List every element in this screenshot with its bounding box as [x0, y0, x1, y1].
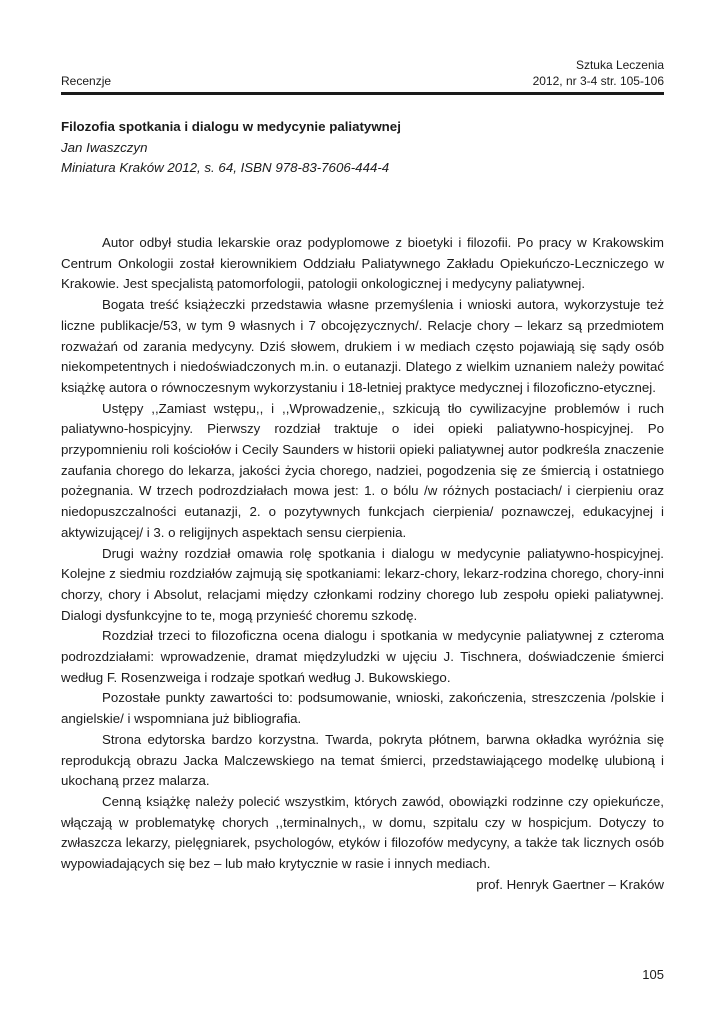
- header-divider: [61, 92, 664, 95]
- book-author: Jan Iwaszczyn: [61, 139, 148, 155]
- paragraph: Autor odbył studia lekarskie oraz podyplomowe z bioetyki i filozofii. Po pracy w Krakowskim Centrum Onkologii został kierownikiem Oddziału Paliatywnego Zakładu Opiekuńczo-Leczniczego w Krakowie. Jest specjalistą patomorfologii, patologii onkologicznej i medycyny paliatywnej.: [61, 235, 664, 292]
- paragraph: Pozostałe punkty zawartości to: podsumowanie, wnioski, zakończenia, streszczenia /polskie i angielskie/ i wspomniana już bibliografia.: [61, 690, 664, 727]
- paragraph: Strona edytorska bardzo korzystna. Twarda, pokryta płótnem, barwna okładka wyróżnia się reprodukcją obrazu Jacka Malczewskiego na temat śmierci, przedstawiającego modelkę ulubioną i ukochaną przez malarza.: [61, 731, 664, 789]
- paragraph: Cenną książkę należy polecić wszystkim, których zawód, obowiązki rodzinne czy opiekuńcze, włączają w problematykę chorych ,,terminalnych,, w domu, szpitalu czy w hospicjum. Dotyczy to zwłaszcza lekarzy, pielęgniarek, psychologów, etyków i filozofów medycyny, a także tak licznych osób wypowiadających się bez – lub mało krytycznie w rasie i innych mediach.: [61, 793, 664, 872]
- paragraph: Rozdział trzeci to filozoficzna ocena dialogu i spotkania w medycynie paliatywnej z czteroma podrozdziałami: wprowadzenie, dramat międzyludzki w ujęciu J. Tischnera, doświadczenie śmierci według F. Rosenzweiga i rodzaje spotkań według J. Bukowskiego.: [61, 628, 664, 685]
- review-body: [61, 233, 664, 896]
- review-signature: prof. Henryk Gaertner – Kraków: [476, 876, 664, 892]
- journal-info: [533, 57, 664, 89]
- journal-issue: 2012, nr 3-4 str. 105-106: [532, 74, 664, 88]
- section-label: Recenzje: [61, 74, 112, 88]
- book-title: Filozofia spotkania i dialogu w medycynie paliatywnej: [61, 119, 401, 134]
- page-number: 105: [642, 967, 664, 982]
- book-reference: [61, 117, 401, 179]
- paragraph: Ustępy ,,Zamiast wstępu,, i ,,Wprowadzenie,, szkicują tło cywilizacyjne problemów i ruch paliatywno-hospicyjny. Pierwszy rozdział traktuje o idei opieki paliatywno-hospicyjnej. Po przypomnieniu roli kościołów i Cecily Saunders w historii opieki paliatywnej autor podkreśla znaczenie zaufania chorego do lekarza, jakości życia chorego, nadziei, pogodzenia się ze śmiercią i ostatniego pożegnania. W trzech podrozdziałach mowa jest: 1. o bólu /w różnych postaciach/ i cierpieniu oraz niedopuszczalności eutanazji, 2. o pozytywnych funkcjach cierpienia/ poznawczej, edukacyjnej i aktywizującej/ i 3. o religijnych aspektach sensu cierpienia.: [61, 400, 664, 540]
- paragraph: Drugi ważny rozdział omawia rolę spotkania i dialogu w medycynie paliatywno-hospicyjnej. Kolejne z siedmiu rozdziałów zajmują się spotkaniami: lekarz-chory, lekarz-rodzina chorego, chory-inni chorzy, chory i Absolut, relacjami między członkami rodziny chorego lub zespołu opieki paliatywnej. Dialogi dysfunkcyjne to te, mogą przynieść choremu szkodę.: [61, 545, 664, 623]
- journal-name: Sztuka Leczenia: [575, 58, 664, 72]
- paragraph: Bogata treść książeczki przedstawia własne przemyślenia i wnioski autora, wykorzystuje też liczne publikacje/53, w tym 9 własnych i 7 obcojęzycznych/. Relacje chory – lekarz są przedmiotem rozważań od zarania medycyny. Dziś słowem, drukiem i w mediach często pojawiają się sądy osób niekompetentnych i niedoświadczonych m.in. o eutanazji. Dlatego z wielkim uznaniem należy powitać książkę autora o równoczesnym wykorzystaniu i 18-letniej praktyce medycznej i filozoficzno-etycznej.: [61, 297, 664, 395]
- book-publication: Miniatura Kraków 2012, s. 64, ISBN 978-83-7606-444-4: [61, 160, 390, 175]
